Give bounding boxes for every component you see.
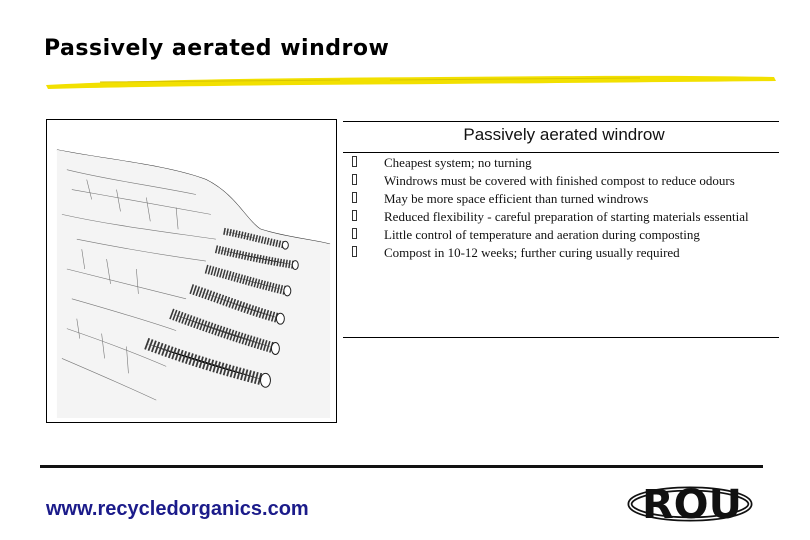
rou-logo	[626, 478, 766, 528]
website-url[interactable]: www.recycledorganics.com	[46, 498, 309, 520]
bullet-box-icon	[352, 246, 357, 257]
footer-rule	[40, 465, 763, 468]
bullet-text: May be more space efficient than turned windrows	[384, 191, 649, 206]
table-bottom-rule	[343, 337, 779, 338]
bullet-box-icon	[352, 174, 357, 185]
bullet-box-icon	[352, 210, 357, 221]
table-title: Passively aerated windrow	[463, 125, 665, 144]
bullet-item	[343, 210, 779, 223]
bullet-text: Windrows must be covered with finished compost to reduce odours	[384, 173, 735, 188]
bullet-text: Compost in 10-12 weeks; further curing usually required	[384, 245, 680, 260]
bullet-item	[343, 156, 779, 169]
bullet-item	[343, 246, 779, 259]
bullet-text: Reduced flexibility - careful preparation of starting materials essential	[384, 209, 749, 224]
title-underline-brush	[40, 70, 780, 92]
summary-table	[343, 121, 779, 338]
bullet-item	[343, 174, 779, 187]
bullet-list	[343, 153, 779, 337]
bullet-box-icon	[352, 156, 357, 167]
logo-text: ROU	[642, 482, 742, 528]
windrow-illustration	[46, 119, 337, 423]
bullet-text: Little control of temperature and aeration during composting	[384, 227, 700, 242]
bullet-item	[343, 192, 779, 205]
bullet-item	[343, 228, 779, 241]
bullet-text: Cheapest system; no turning	[384, 155, 532, 170]
windrow-sketch	[47, 120, 336, 422]
bullet-box-icon	[352, 228, 357, 239]
slide-title: Passively aerated windrow	[44, 36, 390, 61]
bullet-box-icon	[352, 192, 357, 203]
